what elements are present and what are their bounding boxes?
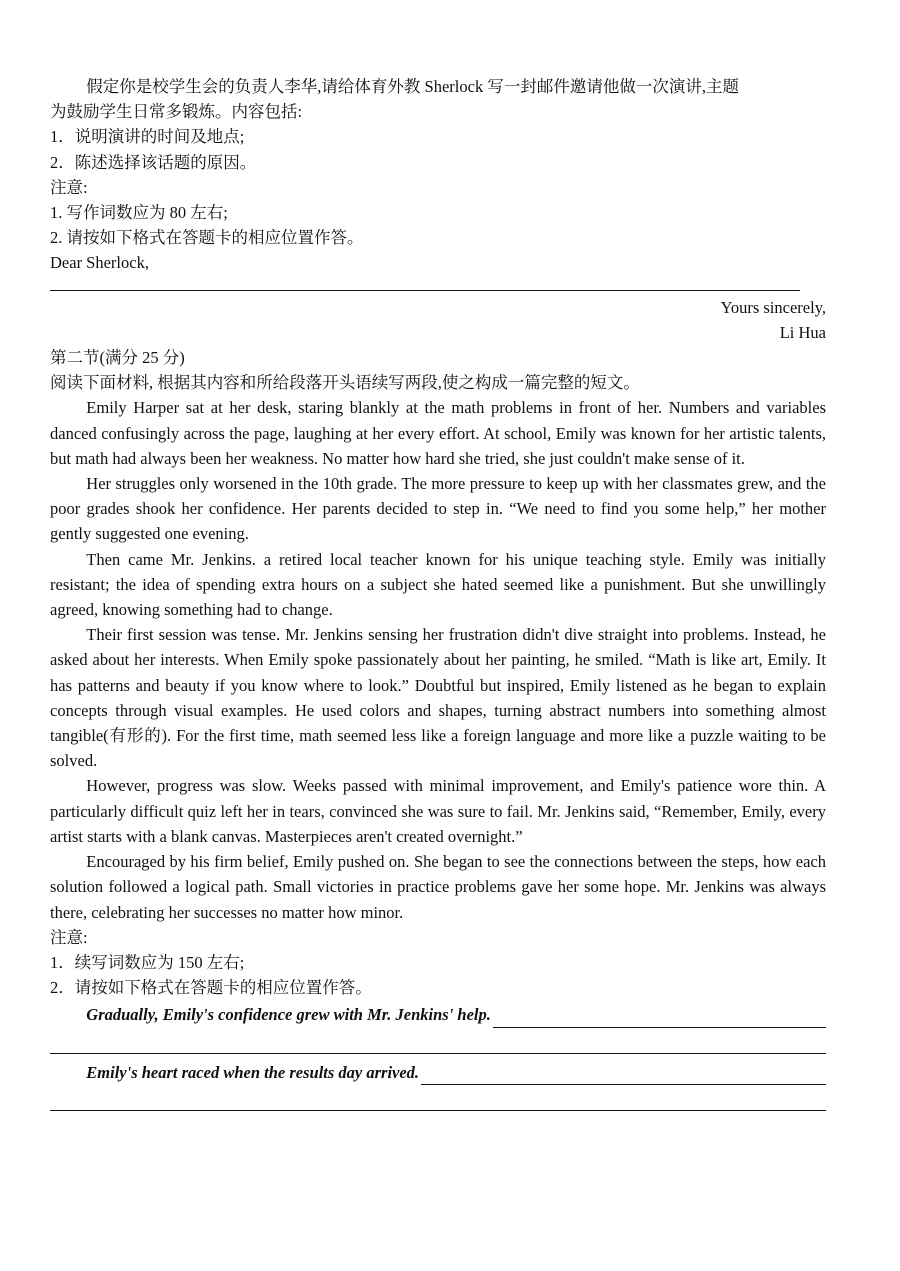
passage-paragraph: Her struggles only worsened in the 10th grade. The more pressure to keep up with her classmates grew, and the poor grades shook her confidence. Her parents decided to step in. “We need to find you some help,” her mother gently suggested one evening. [50, 474, 826, 544]
exam-page [50, 74, 826, 1111]
answer-blank-2 [421, 1066, 826, 1085]
lead-sentence-1: Gradually, Emily's confidence grew with Mr. Jenkins' help. [86, 1005, 491, 1025]
writing-note-1: 1. 写作词数应为 80 左右; [50, 203, 228, 223]
writing-note-2: 2. 请按如下格式在答题卡的相应位置作答。 [50, 228, 364, 248]
lead-sentence-2: Emily's heart raced when the results day arrived. [86, 1062, 420, 1082]
closing: Yours sincerely, [720, 297, 826, 317]
section2-heading: 第二节(满分 25 分) [50, 348, 185, 368]
section2-instruction: 阅读下面材料, 根据其内容和所给段落开头语续写两段,使之构成一篇完整的短文。 [50, 373, 640, 393]
passage-paragraph: Emily Harper sat at her desk, staring blankly at the math problems in front of her. Numbers and variables danced confusingly across the page, laughing at her every effort. At school, Emily was known for her artistic talents, but math had always been her weakness. No matter how hard she tried, she just couldn't make sense of it. [50, 398, 826, 468]
section2-note-1: 1．续写词数应为 150 左右; [50, 952, 245, 972]
letter-answer-line [50, 276, 800, 291]
passage-paragraph: Then came Mr. Jenkins. a retired local teacher known for his unique teaching style. Emily was initially resistant; the idea of spending extra hours on a subject she hated seemed like a punishment. But she unwillingly agreed, knowing something had to change. [50, 549, 826, 620]
continuation-lead-2 [50, 1060, 826, 1085]
signature: Li Hua [779, 322, 826, 342]
continuation-lead-1 [50, 1002, 826, 1027]
section2-note-2: 2．请按如下格式在答题卡的相应位置作答。 [50, 978, 372, 998]
writing-item-2: 2．陈述选择该话题的原因。 [50, 152, 257, 172]
answer-line-2 [50, 1109, 826, 1111]
writing-prompt-line1: 假定你是校学生会的负责人李华,请给体育外教 Sherlock 写一封邮件邀请他做一次演讲,主题 [86, 77, 739, 96]
passage-paragraph: However, progress was slow. Weeks passed with minimal improvement, and Emily's patience wore thin. A particularly difficult quiz left her in tears, convinced she was sure to fail. Mr. Jenkins said, “Remember, Emily, every artist starts with a blank canvas. Masterpieces aren't created overnight.” [50, 776, 826, 846]
answer-blank-1 [493, 1009, 826, 1028]
salutation: Dear Sherlock, [50, 253, 149, 273]
writing-item-1: 1．说明演讲的时间及地点; [50, 127, 245, 147]
section2-note-title: 注意: [50, 927, 88, 947]
passage-paragraph: Encouraged by his firm belief, Emily pushed on. She began to see the connections between the steps, how each solution followed a logical path. Small victories in practice problems gave her some hope. Mr. Jenkins was always there, celebrating her successes no matter how minor. [50, 852, 826, 922]
passage-paragraph: Their first session was tense. Mr. Jenkins sensing her frustration didn't dive straight into problems. Instead, he asked about her interests. When Emily spoke passionately about her painting, he smiled. “Math is like art, Emily. It has patterns and beauty if you know where to look.” Doubtful but inspired, Emily listened as he began to explain concepts through visual examples. He used colors and shapes, turning abstract numbers into something almost tangible(有形的). For the first time, math seemed less like a foreign language and more like a puzzle waiting to be solved. [50, 625, 826, 771]
writing-note-title: 注意: [50, 177, 88, 197]
writing-prompt-line2: 为鼓励学生日常多锻炼。内容包括: [50, 102, 303, 122]
answer-line-1 [50, 1052, 826, 1054]
